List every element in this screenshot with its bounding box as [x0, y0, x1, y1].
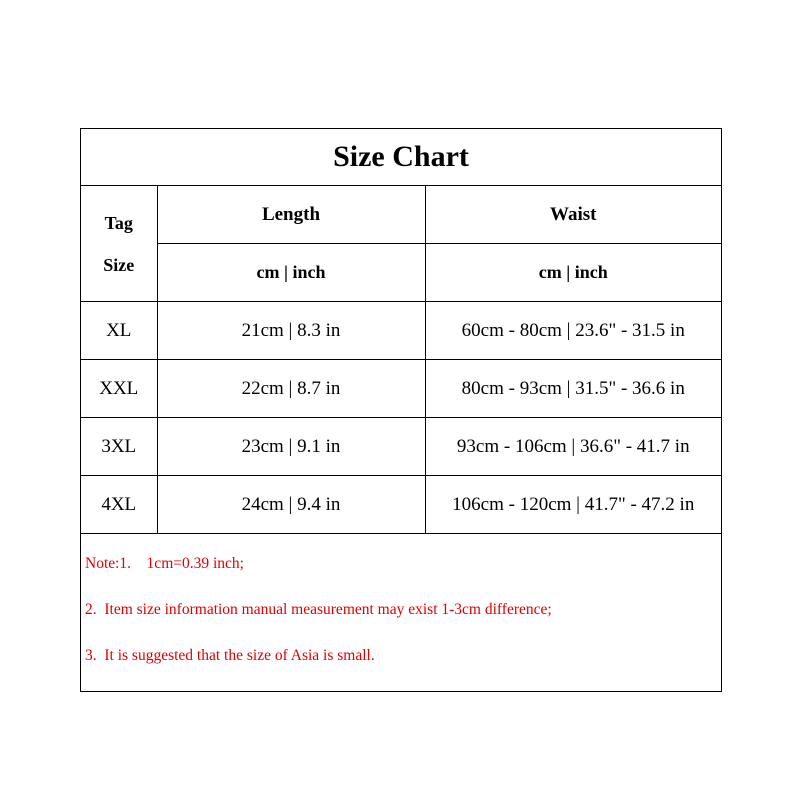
table-row: [81, 302, 721, 360]
length-cell: 24cm | 9.4 in: [157, 476, 425, 534]
waist-cell: 80cm - 93cm | 31.5" - 36.6 in: [425, 360, 721, 418]
size-table: [81, 129, 721, 534]
waist-cell: 106cm - 120cm | 41.7" - 47.2 in: [425, 476, 721, 534]
size-cell: 3XL: [81, 418, 157, 476]
table-row: [81, 476, 721, 534]
tag-size-header: [81, 186, 157, 302]
waist-cell: 60cm - 80cm | 23.6" - 31.5 in: [425, 302, 721, 360]
size-cell: 4XL: [81, 476, 157, 534]
size-chart: [80, 128, 722, 692]
size-label: Size: [103, 254, 135, 275]
note-1: Note:1. 1cm=0.39 inch;: [85, 555, 244, 572]
size-cell: XL: [81, 302, 157, 360]
tag-label: Tag: [104, 212, 133, 233]
size-cell: XXL: [81, 360, 157, 418]
length-header: Length: [157, 186, 425, 244]
table-row: [81, 360, 721, 418]
waist-header: Waist: [425, 186, 721, 244]
length-cell: 22cm | 8.7 in: [157, 360, 425, 418]
note-3: 3. It is suggested that the size of Asia is small.: [85, 647, 375, 664]
length-cell: 21cm | 8.3 in: [157, 302, 425, 360]
waist-unit-header: cm | inch: [425, 244, 721, 302]
length-unit-header: cm | inch: [157, 244, 425, 302]
note-2: 2. Item size information manual measurement may exist 1-3cm difference;: [85, 601, 552, 618]
chart-title: Size Chart: [81, 129, 721, 186]
length-cell: 23cm | 9.1 in: [157, 418, 425, 476]
table-row: [81, 418, 721, 476]
waist-cell: 93cm - 106cm | 36.6" - 41.7 in: [425, 418, 721, 476]
